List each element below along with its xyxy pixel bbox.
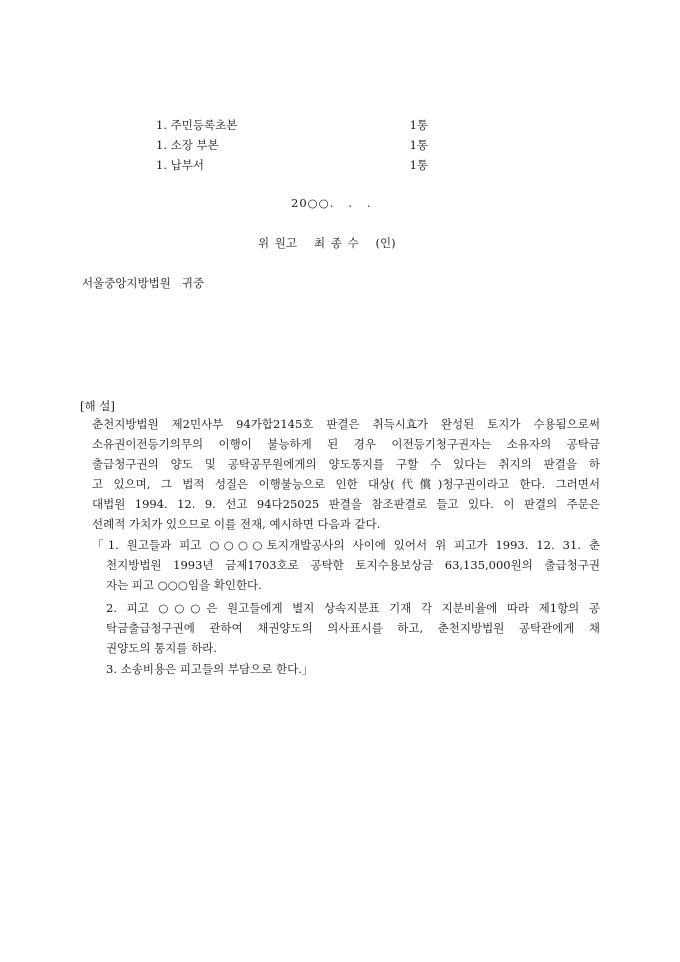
attachment-count: 1통 [409,138,428,152]
attachment-count: 1통 [409,118,428,132]
commentary-line: 고 있으며, 그 법적 성질은 이행불능으로 인한 대상(代償)청구권이라고 한다. 그러면서 [92,477,600,491]
attachment-name: 1. 납부서 [156,158,204,172]
attachment-item [156,116,428,134]
commentary-line: 출급청구권의 양도 및 공탁공무원에게의 양도통지를 구할 수 있다는 취지의 판결을 하 [92,457,600,471]
order-line: 3. 소송비용은 피고들의 부담으로 한다.」 [106,662,314,676]
attachment-item [156,136,428,154]
order-line: 탁금출급청구권에 관하여 채권양도의 의사표시를 하고, 춘천지방법원 공탁관에게 채 [106,621,600,635]
order-line: 자는 피고 ○○○임을 확인한다. [106,578,262,592]
order-line: 천지방법원 1993년 금제1703호로 공탁한 토지수용보상금 63,135,000원의 출급청구권 [106,558,600,572]
attachment-count: 1통 [409,158,428,172]
commentary-line: 선례적 가치가 있으므로 이를 전재, 예시하면 다음과 같다. [92,517,381,531]
filing-date: 20○○. . . [291,196,372,210]
commentary-line: 춘천지방법원 제2민사부 94가합2145호 판결은 취득시효가 완성된 토지가 수용됨으로써 [92,417,600,431]
commentary-heading: [해 설] [80,399,115,413]
attachment-item [156,156,428,174]
attachment-name: 1. 소장 부본 [156,138,219,152]
order-line: 2. 피고 ○○○은 원고들에게 별지 상속지분표 기재 각 지분비율에 따라 제1항의 공 [106,601,600,615]
plaintiff-signature: 위 원고 최 종 수 (인) [258,236,396,250]
order-line: 권양도의 통지를 하라. [106,641,217,655]
order-line: 「1. 원고들과 피고 ○○○○토지개발공사의 사이에 있어서 위 피고가 1993. 12. 31. 춘 [92,538,600,552]
court-addressee: 서울중앙지방법원 귀중 [82,276,205,290]
attachment-name: 1. 주민등록초본 [156,118,238,132]
commentary-line: 소유권이전등기의무의 이행이 불능하게 된 경우 이전등기청구권자는 소유자의 공탁금 [92,437,600,451]
commentary-line: 대법원 1994. 12. 9. 선고 94다25025 판결을 참조판결로 들고 있다. 이 판결의 주문은 [92,497,600,511]
